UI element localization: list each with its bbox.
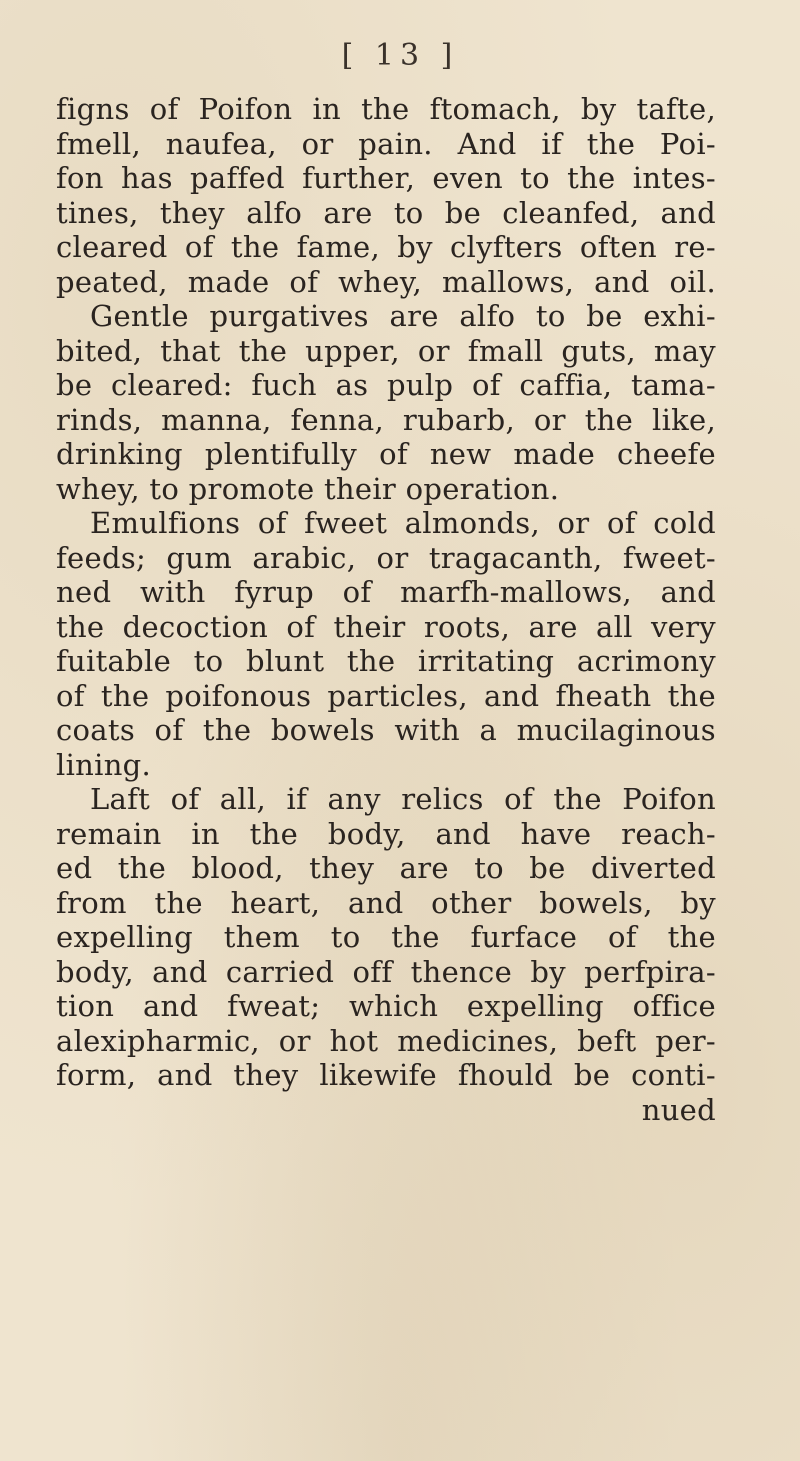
text-line: ed the blood, they are to be diverted xyxy=(56,851,716,885)
text-line: coats of the bowels with a mucilaginous xyxy=(56,713,716,747)
text-line: fmell, naufea, or pain. And if the Poi- xyxy=(56,126,716,161)
text-line: form, and they likewife fhould be conti- xyxy=(56,1058,716,1092)
body-text xyxy=(56,92,716,1127)
text-line: Gentle purgatives are alfo to be exhi- xyxy=(90,299,716,333)
text-line: ned with fyrup of marfh-mallows, and xyxy=(56,575,716,609)
text-line: nued xyxy=(641,1092,716,1127)
text-line: drinking plentifully of new made cheefe xyxy=(56,437,716,471)
text-line: Emulfions of fweet almonds, or of cold xyxy=(90,506,716,540)
text-line: cleared of the fame, by clyfters often re- xyxy=(56,230,716,264)
text-line: lining. xyxy=(56,747,152,782)
text-line: bited, that the upper, or fmall guts, may xyxy=(56,333,716,368)
text-line: the decoction of their roots, are all very xyxy=(56,609,716,644)
page-number: [ 13 ] xyxy=(341,38,459,73)
text-line: tines, they alfo are to be cleanfed, and xyxy=(56,195,716,230)
text-line: tion and fweat; which expelling office xyxy=(56,989,716,1023)
text-line: body, and carried off thence by perfpira- xyxy=(56,954,716,989)
text-line: fuitable to blunt the irritating acrimony xyxy=(56,644,716,678)
text-line: whey, to promote their operation. xyxy=(56,471,560,506)
text-line: Laft of all, if any relics of the Poifon xyxy=(90,782,716,816)
text-line: peated, made of whey, mallows, and oil. xyxy=(56,264,716,299)
text-line: alexipharmic, or hot medicines, beft per- xyxy=(56,1023,716,1058)
text-line: figns of Poifon in the ftomach, by tafte, xyxy=(56,92,716,126)
text-line: remain in the body, and have reach- xyxy=(56,816,716,851)
text-line: feeds; gum arabic, or tragacanth, fweet- xyxy=(56,540,716,575)
text-line: of the poifonous particles, and fheath the xyxy=(56,678,716,713)
text-line: expelling them to the furface of the xyxy=(56,920,716,954)
text-line: from the heart, and other bowels, by xyxy=(56,885,716,920)
text-line: be cleared: fuch as pulp of caffia, tama- xyxy=(56,368,716,402)
text-line: fon has paffed further, even to the intes- xyxy=(56,161,716,195)
text-line: rinds, manna, fenna, rubarb, or the like, xyxy=(56,402,716,437)
